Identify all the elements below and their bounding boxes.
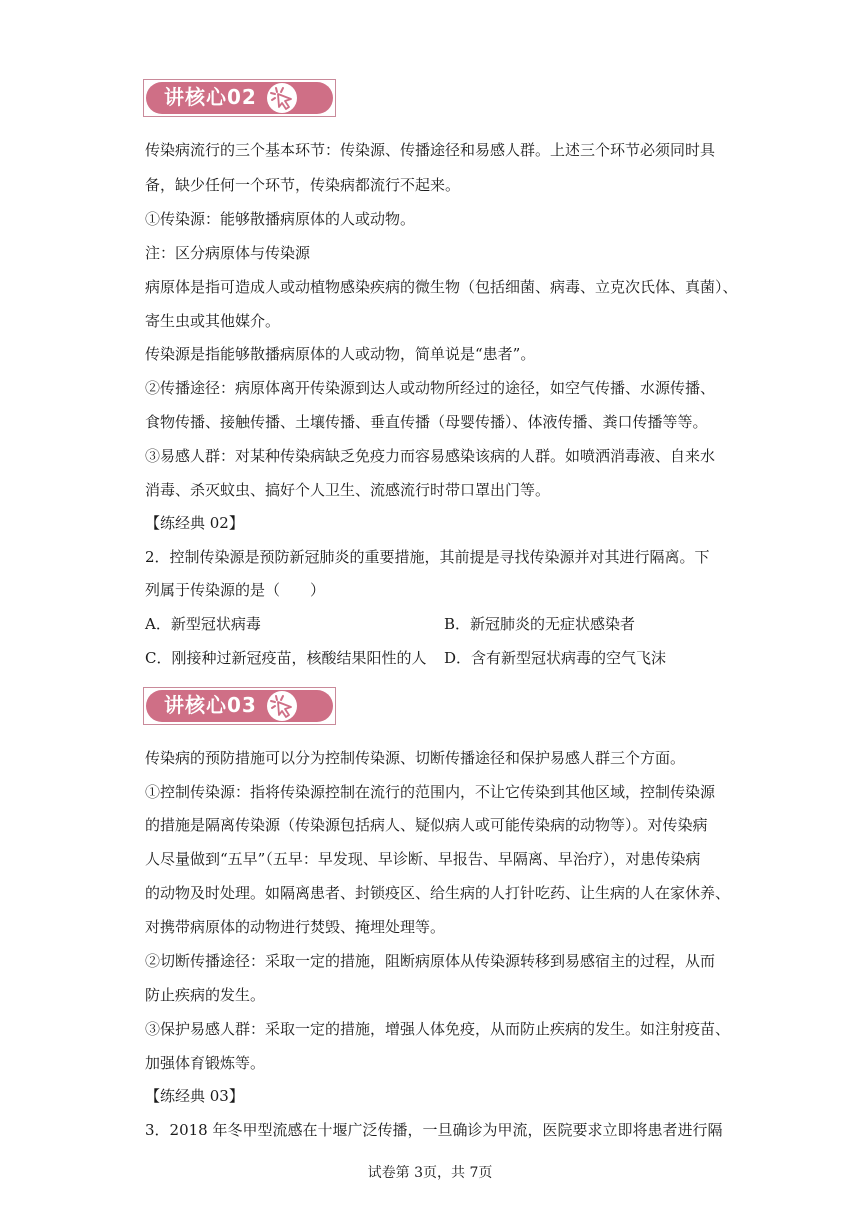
question-line: 列属于传染源的是（ ）	[145, 581, 326, 599]
paragraph-line: 病原体是指可造成人或动植物感染疾病的微生物（包括细菌、病毒、立克次氏体、真菌）、	[145, 278, 738, 296]
badge-label: 讲核心03	[164, 693, 257, 717]
practice-title: 【练经典 03】	[145, 1087, 244, 1105]
paragraph-line: 食物传播、接触传播、土壤传播、垂直传播（母婴传播）、体液传播、粪口传播等等。	[145, 413, 708, 431]
paragraph-line: 传染病流行的三个基本环节：传染源、传播途径和易感人群。上述三个环节必须同时具	[145, 141, 716, 159]
paragraph-line: 的动物及时处理。如隔离患者、封锁疫区、给生病的人打针吃药、让生病的人在家休养、	[145, 884, 731, 902]
cursor-click-icon	[267, 691, 297, 721]
paragraph-line: 寄生虫或其他媒介。	[145, 312, 281, 330]
cursor-click-icon	[267, 83, 297, 113]
paragraph-line: 传染病的预防措施可以分为控制传染源、切断传播途径和保护易感人群三个方面。	[145, 749, 686, 767]
practice-title: 【练经典 02】	[145, 514, 244, 532]
paragraph-line: 的措施是隔离传染源（传染源包括病人、疑似病人或可能传染病的动物等）。对传染病	[145, 816, 708, 834]
option-c[interactable]: C．刚接种过新冠疫苗，核酸结果阳性的人	[145, 649, 427, 667]
paragraph-line: ③易感人群：对某种传染病缺乏免疫力而容易感染该病的人群。如喷洒消毒液、自来水	[145, 447, 716, 465]
paragraph-line: 备，缺少任何一个环节，传染病都流行不起来。	[145, 176, 461, 194]
paragraph-line: ①传染源：能够散播病原体的人或动物。	[145, 210, 416, 228]
paragraph-line: 消毒、杀灭蚊虫、搞好个人卫生、流感流行时带口罩出门等。	[145, 481, 551, 499]
option-d[interactable]: D．含有新型冠状病毒的空气飞沫	[444, 649, 667, 667]
option-a[interactable]: A．新型冠状病毒	[145, 615, 261, 633]
paragraph-line: 注：区分病原体与传染源	[145, 244, 311, 262]
section-badge-02	[143, 79, 336, 117]
question-line: 3．2018 年冬甲型流感在十堰广泛传播，一旦确诊为甲流，医院要求立即将患者进行隔	[145, 1121, 723, 1139]
option-b[interactable]: B．新冠肺炎的无症状感染者	[444, 615, 636, 633]
page-footer: 试卷第 3页，共 7页	[367, 1165, 493, 1181]
paragraph-line: 加强体育锻炼等。	[145, 1054, 266, 1072]
section-badge-03	[143, 687, 336, 725]
badge-label: 讲核心02	[164, 85, 257, 109]
paragraph-line: ③保护易感人群：采取一定的措施，增强人体免疫，从而防止疾病的发生。如注射疫苗、	[145, 1020, 731, 1038]
paragraph-line: 对携带病原体的动物进行焚毁、掩埋处理等。	[145, 918, 446, 936]
paragraph-line: ①控制传染源：指将传染源控制在流行的范围内，不让它传染到其他区域，控制传染源	[145, 783, 716, 801]
paragraph-line: 防止疾病的发生。	[145, 986, 266, 1004]
paragraph-line: 人尽量做到“五早”（五早：早发现、早诊断、早报告、早隔离、早治疗），对患传染病	[145, 850, 701, 868]
paragraph-line: ②切断传播途径：采取一定的措施，阻断病原体从传染源转移到易感宿主的过程，从而	[145, 952, 716, 970]
question-line: 2．控制传染源是预防新冠肺炎的重要措施，其前提是寻找传染源并对其进行隔离。下	[145, 548, 710, 566]
paragraph-line: 传染源是指能够散播病原体的人或动物，简单说是“患者”。	[145, 345, 536, 363]
paragraph-line: ②传播途径：病原体离开传染源到达人或动物所经过的途径，如空气传播、水源传播、	[145, 379, 716, 397]
